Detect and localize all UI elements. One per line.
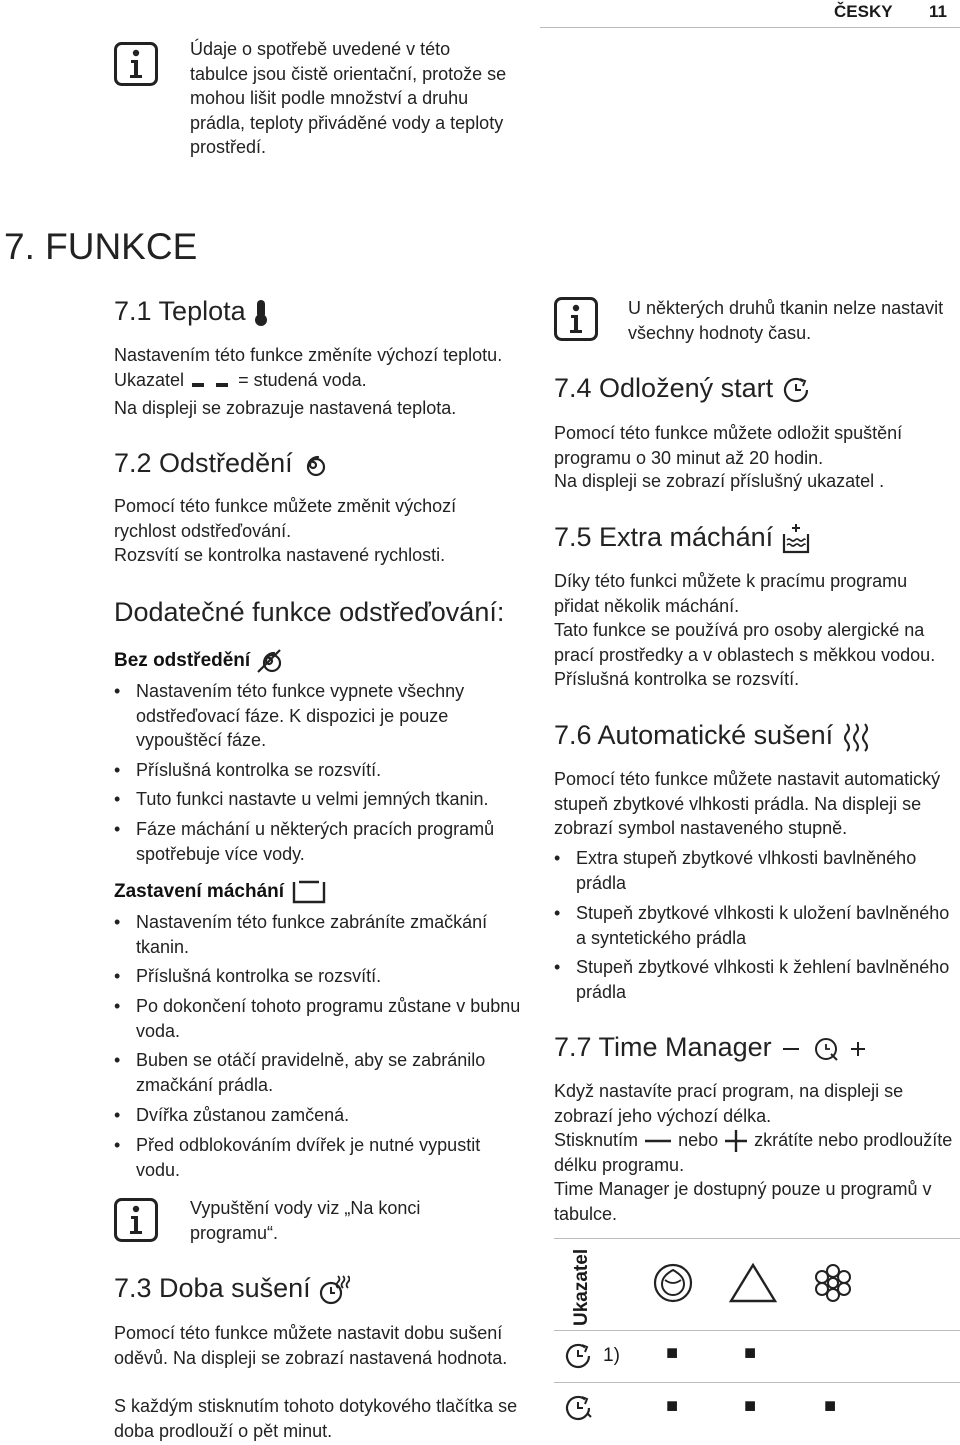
no-spin-bullet-1: • Nastavením této funkce vypnete všechny odstřeďovací fáze. K dispozici je pouze vypouštěcí fáze. — [114, 679, 516, 753]
note-drain: Vypuštění vody viz „Na konci programu“. — [190, 1198, 421, 1243]
section-7-4-label: 7.4 Odložený start — [554, 373, 774, 403]
table-row-1-footnote: 1) — [603, 1345, 620, 1366]
section-7-5-label: 7.5 Extra máchání — [554, 522, 774, 552]
section-7-2-title — [114, 448, 326, 479]
delay-start-icon — [781, 375, 811, 405]
rinse-hold-bullet-1: • Nastavením této funkce zabráníte zmačkání tkanin. — [114, 910, 516, 959]
table-row-rule-2 — [554, 1382, 960, 1383]
section-7-6-label: 7.6 Automatické sušení — [554, 720, 834, 750]
extra-spin-title: Dodatečné funkce odstřeďování: — [114, 597, 505, 627]
section-7-1-title — [114, 296, 269, 327]
cotton-program-icon — [652, 1262, 694, 1304]
auto-dry-icon — [841, 722, 871, 752]
no-spin-bullet-4: • Fáze máchání u některých pracích programů spotřebuje více vody. — [114, 817, 536, 866]
rinse-hold-bullet-3: • Po dokončení tohoto programu zůstane v bubnu voda. — [114, 994, 526, 1043]
section-7-7-p1: Když nastavíte prací program, na displeji se zobrazí jeho výchozí délka. — [554, 1081, 904, 1126]
section-7-7-p3: Time Manager je dostupný pouze u programů v tabulce. — [554, 1179, 932, 1224]
extra-rinse-icon — [781, 523, 811, 555]
no-spin-bullet-3: • Tuto funkci nastavte u velmi jemných tkanin. — [114, 787, 536, 812]
section-7-2-p1: Pomocí této funkce můžete změnit výchozí rychlost odstřeďování. — [114, 496, 457, 541]
delicates-program-icon — [812, 1262, 854, 1304]
note-consumption: Údaje o spotřebě uvedené v této tabulce jsou čistě orientační, protože se mohou lišit podle množství a druhu prádla, teploty přiváděné vody a teploty prostředí. — [190, 39, 507, 157]
section-7-5-p2: Tato funkce se používá pro osoby alergické na prací prostředky a v oblastech s měkkou vodou. — [554, 620, 936, 665]
no-spin-bullet-2: • Příslušná kontrolka se rozsvítí. — [114, 758, 516, 783]
section-7-4-title — [554, 373, 811, 405]
section-7-6-p1: Pomocí této funkce můžete nastavit automatický stupeň zbytkové vlhkosti prádla. Na displeji se zobrazí symbol nastaveného stupně. — [554, 769, 941, 838]
spin-icon — [300, 452, 326, 478]
page-number: 11 — [929, 2, 947, 21]
thermometer-icon — [253, 299, 269, 327]
synthetics-program-icon — [728, 1262, 778, 1304]
time-manager-long-icon — [563, 1393, 593, 1423]
rinse-hold-title: Zastavení máchání — [114, 878, 329, 906]
table-row-1-mark-1: ■ — [666, 1342, 679, 1364]
section-7-1-label: 7.1 Teplota — [114, 296, 246, 326]
section-7-5-p3: Příslušná kontrolka se rozsvítí. — [554, 669, 800, 689]
chapter-title: 7. FUNKCE — [4, 226, 198, 267]
cold-water-indicator-icon — [189, 374, 233, 388]
section-7-7-title — [554, 1032, 869, 1064]
no-spin-title: Bez odstředění — [114, 647, 283, 675]
drying-time-icon — [318, 1274, 350, 1306]
section-7-1-p2: Ukazatel = studená voda. — [114, 370, 367, 390]
note-time-values: U některých druhů tkanin nelze nastavit všechny hodnoty času. — [628, 298, 944, 343]
auto-dry-bullet-2: • Stupeň zbytkové vlhkosti k uložení bavlněného a syntetického prádla — [554, 901, 956, 950]
table-row-2-mark-3: ■ — [824, 1395, 837, 1417]
time-manager-short-icon — [563, 1341, 593, 1371]
section-7-2-p2: Rozsvítí se kontrolka nastavené rychlosti. — [114, 545, 446, 565]
section-7-1-p3: Na displeji se zobrazuje nastavená teplota. — [114, 398, 457, 418]
section-7-2-label: 7.2 Odstředění — [114, 448, 293, 478]
section-7-6-title — [554, 720, 871, 752]
section-7-3-p2: S každým stisknutím tohoto dotykového tlačítka se doba prodlouží o pět minut. — [114, 1396, 518, 1441]
table-top-rule — [554, 1238, 960, 1239]
rinse-hold-bullet-2: • Příslušná kontrolka se rozsvítí. — [114, 964, 516, 989]
table-header-label: Ukazatel — [571, 1248, 592, 1326]
info-icon — [114, 42, 158, 86]
time-manager-icon — [779, 1034, 869, 1064]
info-icon — [554, 297, 598, 341]
header-divider — [540, 27, 960, 28]
rinse-hold-bullet-6: • Před odblokováním dvířek je nutné vypustit vodu. — [114, 1133, 526, 1182]
section-7-3-label: 7.3 Doba sušení — [114, 1273, 311, 1303]
section-7-7-p2: Stisknutím nebo zkrátíte nebo prodloužíte délku programu. — [554, 1130, 953, 1175]
auto-dry-bullet-3: • Stupeň zbytkové vlhkosti k žehlení bavlněného prádla — [554, 955, 956, 1004]
table-row-rule-1 — [554, 1330, 960, 1331]
section-7-1-p1: Nastavením této funkce změníte výchozí teplotu. — [114, 345, 503, 365]
section-7-3-title — [114, 1273, 350, 1306]
plus-icon — [723, 1130, 749, 1152]
auto-dry-bullet-1: • Extra stupeň zbytkové vlhkosti bavlněného prádla — [554, 846, 956, 895]
minus-icon — [643, 1134, 673, 1148]
section-7-4-p2: Na displeji se zobrazí příslušný ukazatel . — [554, 471, 885, 491]
section-7-3-p1: Pomocí této funkce můžete nastavit dobu sušení oděvů. Na displeji se zobrazí nastavená hodnota. — [114, 1323, 508, 1368]
section-7-5-p1: Díky této funkci můžete k pracímu programu přidat několik máchání. — [554, 571, 908, 616]
section-7-4-p1: Pomocí této funkce můžete odložit spuštění programu o 30 minut až 20 hodin. — [554, 423, 903, 468]
header-language: ČESKY — [834, 2, 893, 21]
info-icon — [114, 1198, 158, 1242]
no-spin-icon — [255, 647, 283, 675]
rinse-hold-bullet-5: • Dvířka zůstanou zamčená. — [114, 1103, 526, 1128]
rinse-hold-bullet-4: • Buben se otáčí pravidelně, aby se zabránilo zmačkání prádla. — [114, 1048, 526, 1097]
table-row-1-mark-2: ■ — [744, 1342, 757, 1364]
rinse-hold-icon — [289, 878, 329, 906]
section-7-5-title — [554, 522, 811, 555]
section-7-7-label: 7.7 Time Manager — [554, 1032, 772, 1062]
table-row-2-mark-1: ■ — [666, 1395, 679, 1417]
table-row-2-mark-2: ■ — [744, 1395, 757, 1417]
